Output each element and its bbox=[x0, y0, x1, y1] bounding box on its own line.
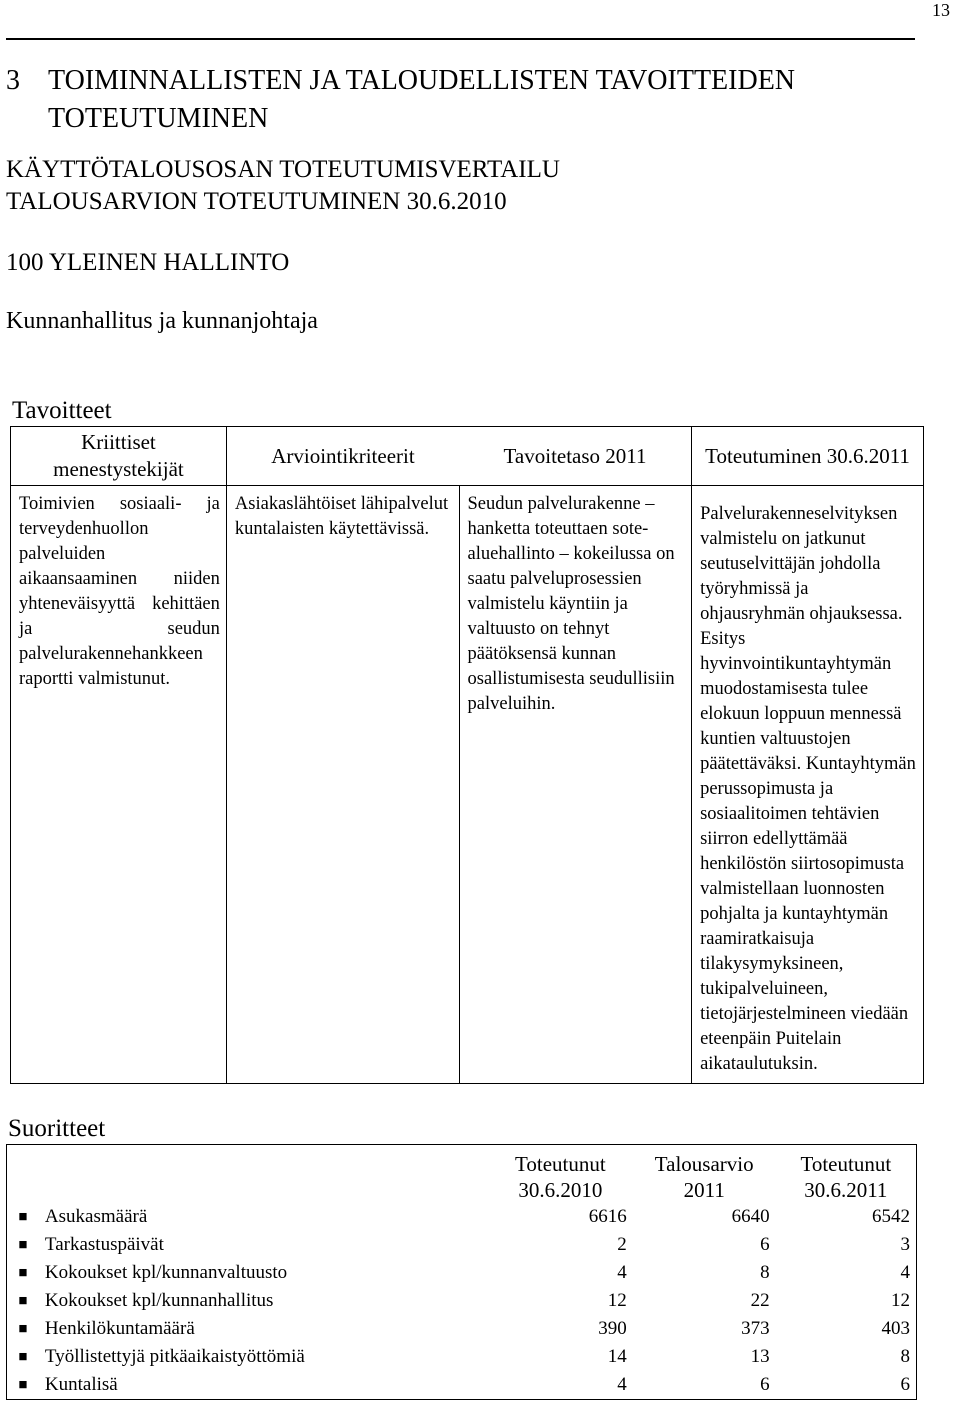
subheading bbox=[6, 154, 560, 218]
cell-realization: Palvelurakenneselvityksen valmistelu on jatkunut seutuselvittäjän johdolla työryhmissä ja ohjausryhmän ohjauksessa. Esitys hyvinvointikuntayhtymän muodostamisesta tulee elokuun loppuun mennessä kuntien valtuustojen päätettäväksi. Kuntayhtymän perussopimusta ja sosiaalitoimen tehtävien siirron edellyttämää henkilöstön siirtosopimusta valmistellaan luonnosten pohjalta ja kuntayhtymän raamiratkaisuja tilakysymyksineen, tukipalveluineen, tietojärjestelmineen viedään eteenpäin Puitelain aikataulutuksin. bbox=[692, 486, 924, 1084]
value-budget-2011: 6 bbox=[760, 1374, 770, 1395]
chapter-title-line2: TOTEUTUMINEN bbox=[48, 103, 269, 134]
value-actual-2010: 390 bbox=[598, 1318, 627, 1339]
table-row bbox=[7, 1259, 917, 1287]
outputs-table bbox=[6, 1144, 917, 1400]
bullet-icon: ■ bbox=[18, 1265, 28, 1281]
value-actual-2011: 3 bbox=[900, 1234, 910, 1255]
row-label: Kokoukset kpl/kunnanhallitus bbox=[44, 1290, 274, 1311]
table-row bbox=[7, 1315, 917, 1343]
value-budget-2011: 13 bbox=[750, 1346, 770, 1367]
goals-table bbox=[10, 426, 924, 1084]
value-actual-2010: 4 bbox=[617, 1374, 627, 1395]
unit-title: Kunnanhallitus ja kunnanjohtaja bbox=[6, 308, 318, 334]
value-actual-2011: 6542 bbox=[872, 1206, 910, 1227]
row-label: Asukasmäärä bbox=[44, 1206, 148, 1227]
row-label: Työllistettyjä pitkäaikaistyöttömiä bbox=[44, 1346, 305, 1367]
cell-success-factors: Toimivien sosiaali- ja terveydenhuollon palveluiden aikaansaaminen niiden yhteneväisyyttä kehittäen ja seudun palvelurakennehankkeen raportti valmistunut. bbox=[11, 486, 227, 1084]
value-actual-2011: 403 bbox=[881, 1318, 910, 1339]
table-row bbox=[7, 1203, 917, 1231]
cell-target-level: Seudun palvelurakenne –hanketta toteuttaen sote-aluehallinto – kokeilussa on saatu palveluprosessien valmistelu käyntiin ja valtuusto on tehnyt päätöksensä kunnan osallistumisesta seudullisiin palveluihin. bbox=[459, 486, 692, 1084]
chapter-title-line1: TOIMINNALLISTEN JA TALOUDELLISTEN TAVOITTEIDEN bbox=[48, 65, 796, 96]
value-actual-2010: 12 bbox=[607, 1290, 627, 1311]
value-actual-2011: 12 bbox=[891, 1290, 910, 1311]
outputs-header-row bbox=[7, 1145, 917, 1204]
header-target-level: Tavoitetaso 2011 bbox=[459, 427, 692, 486]
table-row bbox=[7, 1231, 917, 1259]
value-actual-2010: 4 bbox=[617, 1262, 627, 1283]
subheading-line2: TALOUSARVION TOTEUTUMINEN 30.6.2010 bbox=[6, 188, 507, 215]
section-title: 100 YLEINEN HALLINTO bbox=[6, 249, 290, 276]
row-label: Kokoukset kpl/kunnanvaltuusto bbox=[44, 1262, 288, 1283]
bullet-icon: ■ bbox=[18, 1377, 28, 1393]
goals-header-row bbox=[11, 427, 924, 486]
value-budget-2011: 373 bbox=[741, 1318, 770, 1339]
page-number: 13 bbox=[932, 0, 950, 20]
goals-row bbox=[11, 486, 924, 1084]
bullet-icon: ■ bbox=[18, 1237, 28, 1253]
row-label: Tarkastuspäivät bbox=[44, 1234, 164, 1255]
header-rule bbox=[6, 38, 915, 40]
header-success-factors: Kriittiset menestystekijät bbox=[11, 427, 227, 486]
value-budget-2011: 6 bbox=[760, 1234, 770, 1255]
bullet-icon: ■ bbox=[18, 1209, 28, 1225]
row-label: Henkilökuntamäärä bbox=[44, 1318, 195, 1339]
chapter-heading bbox=[6, 62, 795, 138]
value-actual-2011: 8 bbox=[900, 1346, 910, 1367]
goals-title: Tavoitteet bbox=[12, 397, 112, 424]
table-row bbox=[7, 1287, 917, 1315]
value-budget-2011: 6640 bbox=[731, 1206, 770, 1227]
header-realization: Toteutuminen 30.6.2011 bbox=[692, 427, 924, 486]
table-row bbox=[7, 1371, 917, 1400]
subheading-line1: KÄYTTÖTALOUSOSAN TOTEUTUMISVERTAILU bbox=[6, 156, 560, 183]
value-actual-2010: 6616 bbox=[588, 1206, 627, 1227]
column-budget-2011: Talousarvio 2011 bbox=[654, 1152, 754, 1202]
value-budget-2011: 22 bbox=[750, 1290, 770, 1311]
bullet-icon: ■ bbox=[18, 1293, 28, 1309]
chapter-number: 3 bbox=[6, 65, 20, 96]
table-row bbox=[7, 1343, 917, 1371]
cell-criteria: Asiakaslähtöiset lähipalvelut kuntalaisten käytettävissä. bbox=[226, 486, 459, 1084]
outputs-title: Suoritteet bbox=[8, 1115, 106, 1142]
row-label: Kuntalisä bbox=[44, 1374, 118, 1395]
bullet-icon: ■ bbox=[18, 1349, 28, 1365]
value-actual-2011: 6 bbox=[900, 1374, 910, 1395]
header-criteria: Arviointikriteerit bbox=[226, 427, 459, 486]
value-budget-2011: 8 bbox=[760, 1262, 770, 1283]
value-actual-2010: 2 bbox=[617, 1234, 627, 1255]
bullet-icon: ■ bbox=[18, 1321, 28, 1337]
column-actual-2010: Toteutunut 30.6.2010 bbox=[515, 1152, 606, 1202]
value-actual-2011: 4 bbox=[900, 1262, 910, 1283]
value-actual-2010: 14 bbox=[607, 1346, 627, 1367]
column-actual-2011: Toteutunut 30.6.2011 bbox=[800, 1152, 892, 1202]
